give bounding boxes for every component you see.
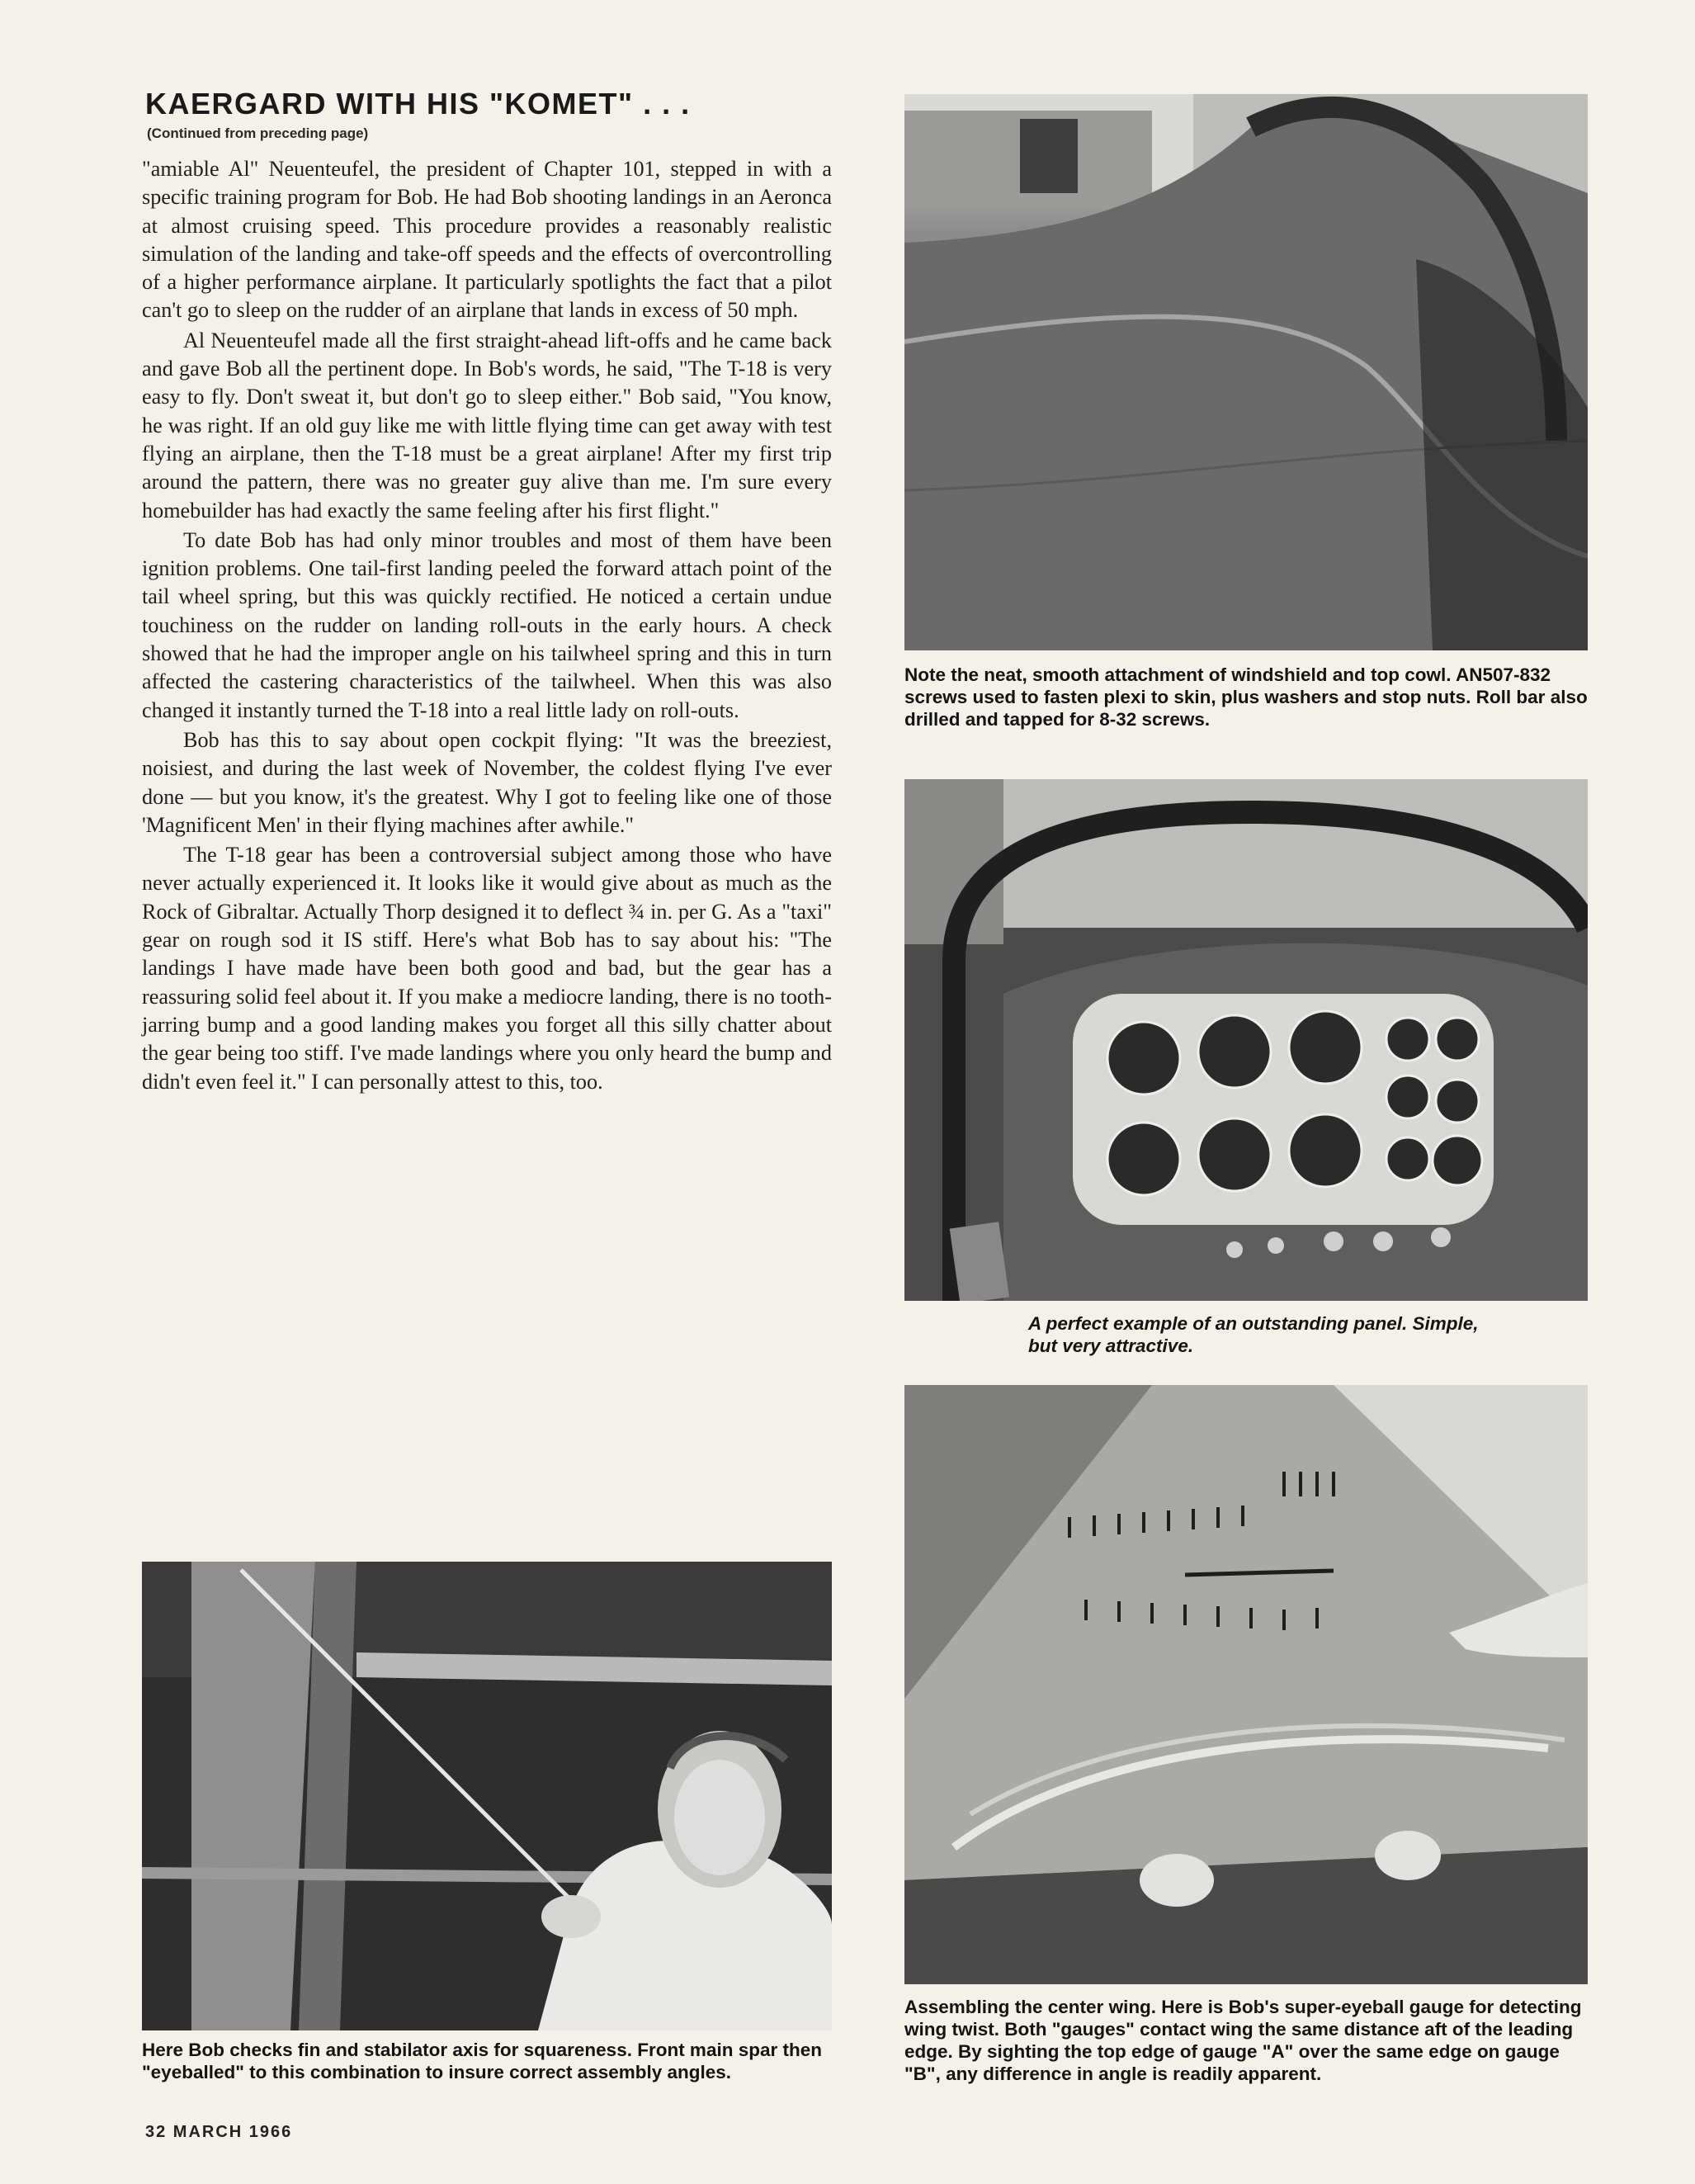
photo-wing [904,1385,1588,1984]
paragraph: The T-18 gear has been a controversial subject among those who have never actually experienced it. It looks like it would give about as much as the Rock of Gibraltar. Actually Thorp designed it to deflect ¾ in. per G. As a "taxi" gear on rough sod it IS stiff. Here's what Bob has to say about his: "The landings I have made have been both good and bad, but the gear has a reassuring solid feel about it. If you make a mediocre landing, there is no tooth-jarring bump and a good landing makes you forget all this silly chatter about the gear being too stiff. I've made landings where you only heard the bump and didn't even feel it." I can personally attest to this, too. [142,843,832,1094]
article-body [142,155,832,1096]
photo-windshield [904,94,1588,650]
photo-fin [142,1562,832,2030]
page-folio: 32 MARCH 1966 [145,2123,293,2141]
paragraph: Bob has this to say about open cockpit flying: "It was the breeziest, noisiest, and during the last week of November, the coldest flying I've ever done — but you know, it's the greatest. Why I got to feeling like one of those 'Magnificent Men' in their flying machines after awhile." [142,727,832,837]
caption-wing: Assembling the center wing. Here is Bob's super-eyeball gauge for detecting wing twist. Both "gauges" contact wing the same distance aft of the leading edge. By sighting the top edge of gauge "A" over the same edge on gauge "B", any difference in angle is readily apparent. [904,1997,1582,2084]
article-headline: KAERGARD WITH HIS "KOMET" . . . [145,87,691,121]
photo-panel [904,779,1588,1301]
caption-windshield: Note the neat, smooth attachment of windshield and top cowl. AN507-832 screws used to fasten plexi to skin, plus washers and stop nuts. Roll bar also drilled and tapped for 8-32 screws. [904,664,1588,730]
caption-panel: A perfect example of an outstanding panel. Simple, but very attractive. [1028,1313,1479,1356]
continued-note: (Continued from preceding page) [147,125,369,141]
paragraph: To date Bob has had only minor troubles and most of them have been ignition problems. One tail-first landing peeled the forward attach point of the tail wheel spring, but this was quickly rectified. He noticed a certain undue touchiness on the rudder on landing roll-outs in the early hours. A check showed that he had the improper angle on his tailwheel spring and this in turn affected the castering characteristics of the tailwheel. When this was also changed it instantly turned the T-18 into a real little lady on roll-outs. [142,527,832,722]
paragraph: "amiable Al" Neuenteufel, the president of Chapter 101, stepped in with a specific training program for Bob. He had Bob shooting landings in an Aeronca at almost cruising speed. This procedure provides a reasonably realistic simulation of the landing and take-off speeds and the effects of overcontrolling of a higher performance airplane. It particularly spotlights the fact that a pilot can't go to sleep on the rudder of an airplane that lands in excess of 50 mph. [142,157,832,323]
caption-fin: Here Bob checks fin and stabilator axis for squareness. Front main spar then "eyeballed" to this combination to insure correct assembly angles. [142,2040,822,2082]
paragraph: Al Neuenteufel made all the first straight-ahead lift-offs and he came back and gave Bob all the pertinent dope. In Bob's words, he said, "The T-18 is very easy to fly. Don't sweat it, but don't go to sleep either." Bob said, "You know, he was right. If an old guy like me with little flying time can get away with test flying an airplane, then the T-18 must be a great airplane! After my first trip around the pattern, there was no greater guy alive than me. I'm sure every homebuilder has had exactly the same feeling after his first flight." [142,328,832,522]
